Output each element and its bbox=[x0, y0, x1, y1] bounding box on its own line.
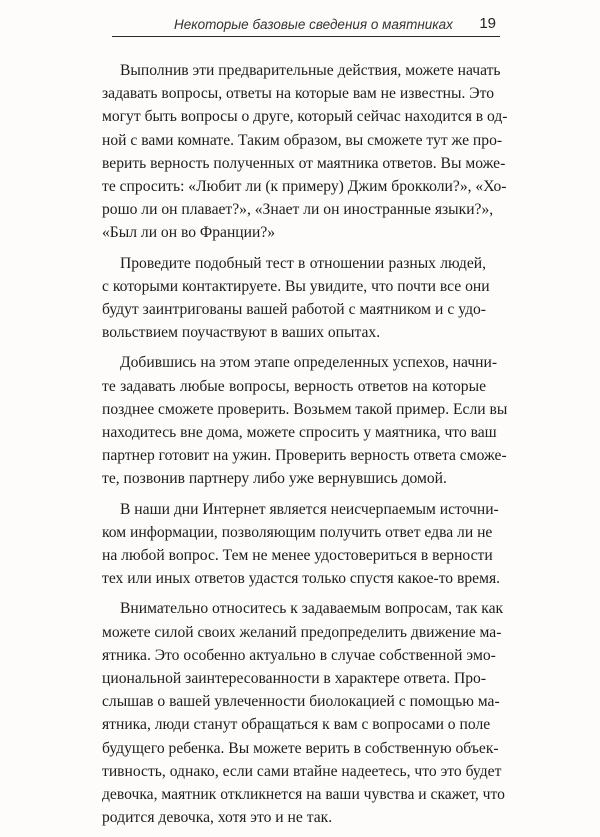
paragraph bbox=[102, 597, 505, 829]
text-line: находитесь вне дома, можете спросить у маятника, что ваш bbox=[102, 424, 497, 442]
body-text bbox=[102, 59, 508, 837]
text-line: циональной заинтересованности в характере ответа. Про- bbox=[102, 670, 487, 688]
paragraph bbox=[102, 59, 508, 245]
running-title: Некоторые базовые сведения о маятниках bbox=[174, 17, 453, 32]
page-number: 19 bbox=[479, 15, 496, 32]
text-line: ятника, люди станут обращаться к вам с вопросами о поле bbox=[102, 716, 491, 734]
text-line: задавать вопросы, ответы на которые вам не известны. Это bbox=[102, 85, 494, 103]
text-line: тивность, однако, если сами втайне надеетесь, что это будет bbox=[102, 762, 502, 780]
text-line: те задавать любые вопросы, верность ответов на которые bbox=[102, 377, 486, 395]
text-line: на любой вопрос. Тем не менее удостовериться в верности bbox=[102, 547, 493, 565]
text-line: ятника. Это особенно актуально в случае собственной эмо- bbox=[102, 646, 496, 664]
text-line: можете силой своих желаний предопределить движение ма- bbox=[102, 623, 502, 641]
text-line: В наши дни Интернет является неисчерпаемым источни- bbox=[120, 500, 499, 518]
text-line: партнер готовит на ужин. Проверить верность ответа сможе- bbox=[102, 447, 507, 465]
text-line: с которыми контактируете. Вы увидите, что почти все они bbox=[102, 277, 490, 295]
text-line: рошо ли он плавает?», «Знает ли он иностранные языки?», bbox=[102, 201, 494, 219]
text-line: Внимательно относитесь к задаваемым вопросам, так как bbox=[120, 600, 504, 618]
text-line: позднее сможете проверить. Возьмем такой пример. Если вы bbox=[102, 400, 508, 418]
text-line: верить верность полученных от маятника ответов. Вы може- bbox=[102, 154, 506, 172]
text-line: девочка, маятник откликнется на ваши чувства и скажет, что bbox=[102, 786, 505, 804]
page-header bbox=[112, 14, 500, 37]
paragraph bbox=[102, 351, 508, 490]
text-line: будущего ребенка. Вы можете верить в собственную объек- bbox=[102, 739, 499, 757]
text-line: ком информации, позволяющим получить ответ едва ли не bbox=[102, 523, 493, 541]
text-line: родится девочка, хотя это и не так. bbox=[102, 809, 333, 827]
text-line: «Был ли он во Франции?» bbox=[102, 224, 276, 242]
text-line: Добившись на этом этапе определенных успехов, начни- bbox=[120, 354, 498, 372]
text-line: Проведите подобный тест в отношении разных людей, bbox=[120, 254, 486, 272]
text-line: слышав о вашей увлеченности биолокацией с помощью ма- bbox=[102, 693, 500, 711]
text-line: те спросить: «Любит ли (к примеру) Джим брокколи?», «Хо- bbox=[102, 178, 507, 196]
text-line: вольствием поучаствуют в ваших опытах. bbox=[102, 324, 381, 342]
text-line: те, позвонив партнеру либо уже вернувшись домой. bbox=[102, 470, 447, 488]
paragraph bbox=[102, 498, 501, 591]
paragraph bbox=[102, 252, 490, 345]
text-line: могут быть вопросы о друге, который сейчас находится в од- bbox=[102, 108, 508, 126]
text-line: ной с вами комнате. Таким образом, вы сможете тут же про- bbox=[102, 131, 503, 149]
text-line: будут заинтригованы вашей работой с маятником и с удо- bbox=[102, 301, 486, 319]
text-line: Выполнив эти предварительные действия, можете начать bbox=[120, 62, 501, 79]
text-line: тех или иных ответов удастся только спустя какое-то время. bbox=[102, 570, 501, 588]
